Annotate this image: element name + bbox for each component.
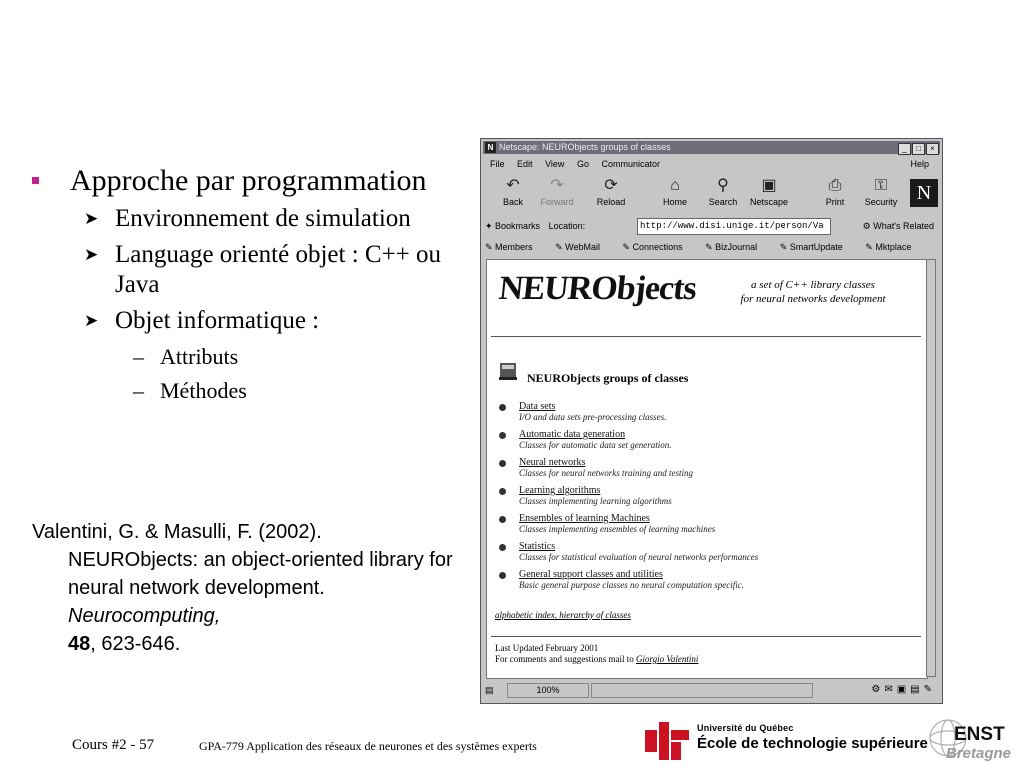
arrow-bullet-icon: ➤ [84, 311, 99, 330]
url-input[interactable]: http://www.disi.unige.it/person/Va [637, 218, 831, 235]
personal-toolbar [485, 239, 938, 255]
personal-link-connections[interactable]: ✎ Connections [622, 242, 683, 252]
search-icon: ⚲ [717, 177, 729, 194]
netscape-button[interactable]: ▣ Netscape [749, 177, 789, 207]
reference-volume: 48 [68, 633, 91, 655]
bullet-level3: – Méthodes [133, 378, 247, 403]
bullet-level3: – Attributs [133, 344, 239, 369]
bullet-icon [499, 404, 506, 411]
author-mail-link[interactable]: Giorgio Valentini [636, 654, 699, 664]
location-label: Location: [548, 221, 586, 231]
forward-button[interactable]: ↷ Forward [540, 177, 574, 207]
menu-view[interactable]: View [545, 159, 565, 169]
back-button[interactable]: ↶ Back [502, 177, 523, 207]
menu-edit[interactable]: Edit [517, 159, 533, 169]
enst-bretagne-logo [926, 716, 1018, 764]
personal-link-mktplace[interactable]: ✎ Mktplace [865, 242, 912, 252]
item-link[interactable]: Data sets [519, 401, 556, 412]
divider [491, 636, 921, 637]
navigation-toolbar [485, 175, 905, 213]
svg-text:ENST: ENST [954, 724, 1005, 745]
page-content [486, 259, 928, 679]
bullet-icon [499, 432, 506, 439]
bullet-level1: Approche par programmation [30, 163, 470, 198]
zoom-level: 100% [507, 683, 589, 698]
window-title: Netscape: NEURObjects groups of classes [499, 142, 671, 152]
netscape-icon: ▣ [761, 177, 777, 194]
whats-related-button[interactable]: ⚙ What's Related [862, 221, 934, 231]
status-bar [485, 681, 938, 699]
item-link[interactable]: Learning algorithms [519, 485, 601, 496]
reference-authors: Valentini, G. & Masulli, F. (2002). [32, 521, 322, 543]
book-icon [497, 360, 519, 382]
component-bar-icons[interactable]: ⚙✉▣▤✎ [871, 684, 936, 695]
index-links[interactable]: alphabetic index, hierarchy of classes [495, 610, 631, 620]
menu-file[interactable]: File [490, 159, 505, 169]
footer-course-title: GPA-779 Application des réseaux de neurones et des systèmes experts [199, 739, 537, 753]
ets-wordmark: Université du Québec École de technologie supérieure [697, 723, 928, 752]
list-item: Automatic data generation Classes for automatic data set generation. [499, 429, 919, 451]
status-message [591, 683, 813, 698]
home-button[interactable]: ⌂ Home [662, 177, 687, 207]
bullet-icon [499, 516, 506, 523]
menu-communicator[interactable]: Communicator [601, 159, 660, 169]
divider [491, 336, 921, 337]
list-item: Ensembles of learning Machines Classes implementing ensembles of learning machines [499, 513, 919, 535]
location-toolbar [485, 217, 938, 235]
tagline: a set of C++ library classes for neural networks development [740, 279, 886, 305]
bullet-level2: ➤ Language orienté objet : C++ ou Java [84, 241, 442, 298]
list-item: Learning algorithms Classes implementing learning algorithms [499, 485, 919, 507]
dash-bullet-icon: – [133, 344, 144, 369]
arrow-bullet-icon: ➤ [84, 209, 99, 228]
maximize-button[interactable]: □ [912, 143, 925, 155]
bullet-level2: ➤ Objet informatique : [84, 307, 320, 334]
list-item: Data sets I/O and data sets pre-processing classes. [499, 401, 919, 423]
menu-bar [485, 157, 938, 171]
reference-journal: Neurocomputing, [68, 605, 221, 627]
reference-title: NEURObjects: an object-oriented library for neural network development. [68, 549, 453, 599]
netscape-n-icon: N [485, 142, 496, 153]
personal-link-members[interactable]: ✎ Members [485, 242, 533, 252]
page-icon: ▤ [485, 685, 494, 695]
item-link[interactable]: Statistics [519, 541, 556, 552]
item-link[interactable]: Automatic data generation [519, 429, 626, 440]
personal-link-smartupdate[interactable]: ✎ SmartUpdate [779, 242, 843, 252]
bullet-level2: ➤ Environnement de simulation [84, 205, 411, 232]
security-button[interactable]: ⚿ Security [864, 177, 898, 207]
bullet-list [30, 163, 470, 404]
item-link[interactable]: Neural networks [519, 457, 586, 468]
list-item: Neural networks Classes for neural networks training and testing [499, 457, 919, 479]
personal-link-webmail[interactable]: ✎ WebMail [555, 242, 600, 252]
svg-text:Bretagne: Bretagne [946, 745, 1012, 762]
home-icon: ⌂ [670, 177, 680, 194]
forward-arrow-icon: ↷ [550, 177, 564, 194]
groups-title: NEURObjects groups of classes [527, 371, 689, 385]
bullet-icon [499, 572, 506, 579]
square-bullet-icon [32, 177, 39, 184]
list-item: General support classes and utilities Basic general purpose classes no neural computation specific. [499, 569, 919, 591]
personal-link-bizjournal[interactable]: ✎ BizJournal [705, 242, 758, 252]
window-titlebar [483, 141, 940, 154]
reference-pages: , 623-646. [90, 633, 181, 655]
dash-bullet-icon: – [133, 378, 144, 403]
arrow-bullet-icon: ➤ [84, 245, 99, 264]
back-arrow-icon: ↶ [506, 177, 520, 194]
item-link[interactable]: General support classes and utilities [519, 569, 663, 580]
netscape-window [480, 138, 943, 704]
menu-go[interactable]: Go [576, 159, 589, 169]
reload-icon: ⟳ [604, 177, 618, 194]
print-button[interactable]: ⎙ Print [825, 177, 845, 207]
menu-help[interactable]: Help [910, 159, 929, 169]
netscape-logo: N [910, 179, 938, 207]
bullet-icon [499, 460, 506, 467]
bookmarks-button[interactable]: ✦ Bookmarks [485, 221, 541, 231]
neurobjects-logo: NEURObjects [497, 270, 698, 307]
bullet-icon [499, 544, 506, 551]
item-link[interactable]: Ensembles of learning Machines [519, 513, 650, 524]
ets-logo-icon [645, 722, 689, 760]
vertical-scrollbar[interactable] [926, 259, 936, 677]
reference-citation [32, 518, 462, 658]
close-button[interactable]: × [926, 143, 939, 155]
footer-course-number: Cours #2 - 57 [72, 737, 155, 753]
print-icon: ⎙ [828, 177, 842, 194]
reload-button[interactable]: ⟳ Reload [596, 177, 626, 207]
search-button[interactable]: ⚲ Search [708, 177, 738, 207]
list-item: Statistics Classes for statistical evaluation of neural networks performances [499, 541, 919, 563]
minimize-button[interactable]: _ [898, 143, 911, 155]
bullet-icon [499, 488, 506, 495]
last-updated: Last Updated February 2001 For comments and suggestions mail to Giorgio Valentini [495, 643, 699, 664]
lock-icon: ⚿ [874, 177, 888, 194]
